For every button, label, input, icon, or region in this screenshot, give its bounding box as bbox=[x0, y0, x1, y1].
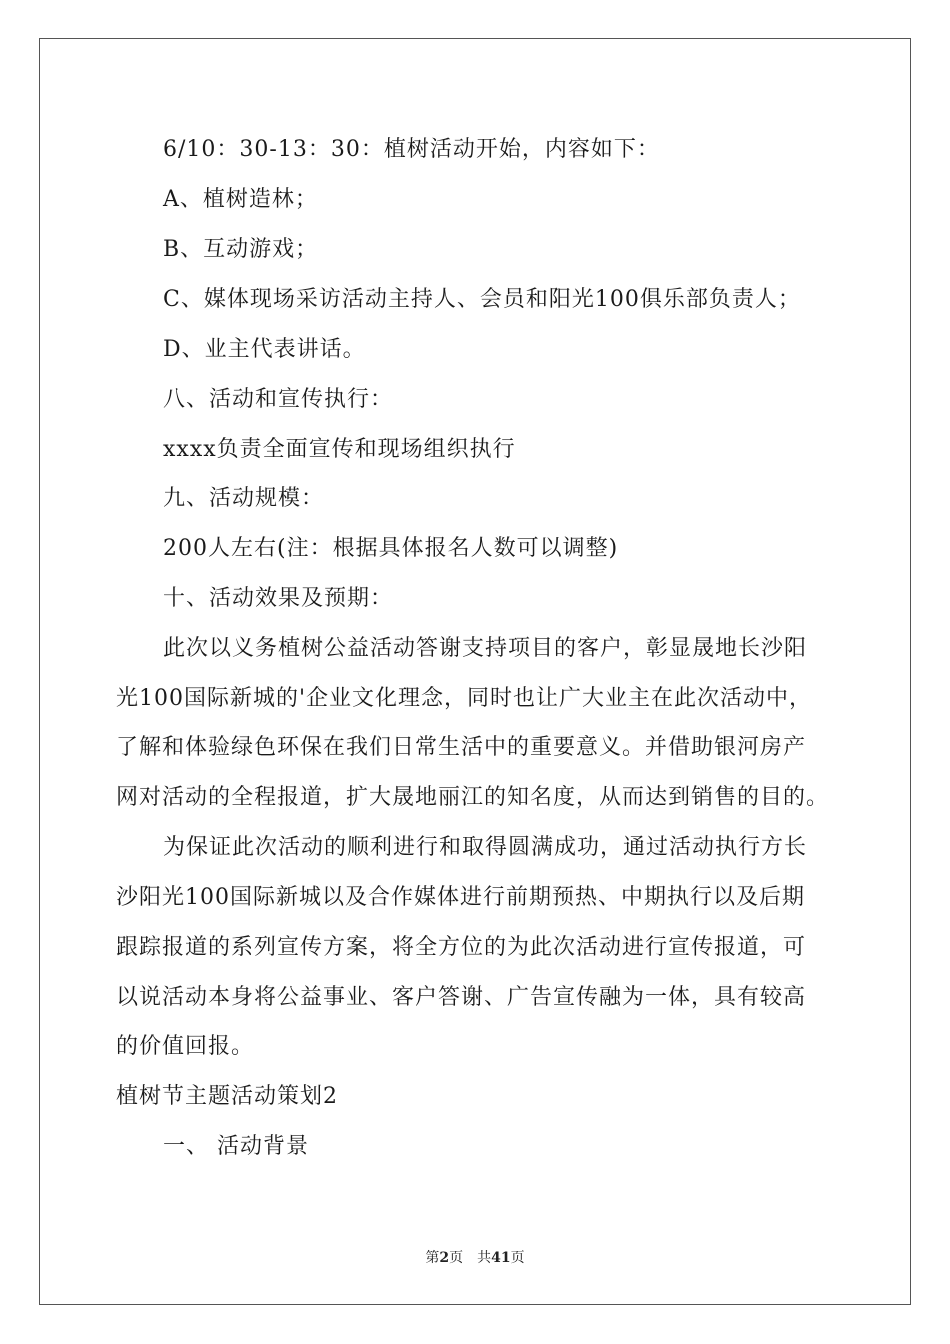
footer-total-number: 41 bbox=[491, 1250, 511, 1266]
section-heading-10: 十、活动效果及预期： bbox=[163, 586, 394, 611]
section-9-body: 200人左右(注：根据具体报名人数可以调整) bbox=[163, 536, 619, 561]
footer-page-suffix: 页 bbox=[449, 1250, 464, 1266]
section-heading-8: 八、活动和宣传执行： bbox=[163, 387, 394, 412]
document-title: 植树节主题活动策划2 bbox=[116, 1084, 338, 1109]
paragraph-line: 跟踪报道的系列宣传方案，将全方位的为此次活动进行宣传报道，可 bbox=[116, 935, 807, 960]
footer-page-number: 2 bbox=[439, 1250, 450, 1266]
page-border bbox=[39, 38, 911, 1305]
section-heading-9: 九、活动规模： bbox=[163, 486, 325, 511]
section-heading-1: 一、 活动背景 bbox=[163, 1134, 309, 1159]
paragraph-line: 了解和体验绿色环保在我们日常生活中的重要意义。并借助银河房产 bbox=[116, 735, 807, 760]
paragraph-line: 的价值回报。 bbox=[116, 1034, 255, 1059]
item-a: A、植树造林； bbox=[163, 187, 318, 212]
footer-total-suffix: 页 bbox=[510, 1250, 525, 1266]
item-c: C、媒体现场采访活动主持人、会员和阳光100俱乐部负责人； bbox=[163, 287, 801, 312]
schedule-line: 6/10：30-13：30：植树活动开始，内容如下： bbox=[163, 137, 660, 162]
page-footer bbox=[0, 1248, 950, 1268]
section-8-body: xxxx负责全面宣传和现场组织执行 bbox=[163, 437, 516, 462]
footer-total-prefix: 共 bbox=[477, 1250, 492, 1266]
paragraph-line: 以说活动本身将公益事业、客户答谢、广告宣传融为一体，具有较高 bbox=[116, 985, 807, 1010]
paragraph-line: 沙阳光100国际新城以及合作媒体进行前期预热、中期执行以及后期 bbox=[116, 885, 805, 910]
paragraph-line: 为保证此次活动的顺利进行和取得圆满成功，通过活动执行方长 bbox=[163, 835, 808, 860]
paragraph-line: 此次以义务植树公益活动答谢支持项目的客户，彰显晟地长沙阳 bbox=[163, 636, 808, 661]
footer-page-prefix: 第 bbox=[425, 1250, 440, 1266]
item-d: D、业主代表讲话。 bbox=[163, 337, 366, 362]
item-b: B、互动游戏； bbox=[163, 237, 319, 262]
paragraph-line: 光100国际新城的'企业文化理念，同时也让广大业主在此次活动中， bbox=[116, 686, 813, 711]
paragraph-line: 网对活动的全程报道，扩大晟地丽江的知名度，从而达到销售的目的。 bbox=[116, 785, 830, 810]
